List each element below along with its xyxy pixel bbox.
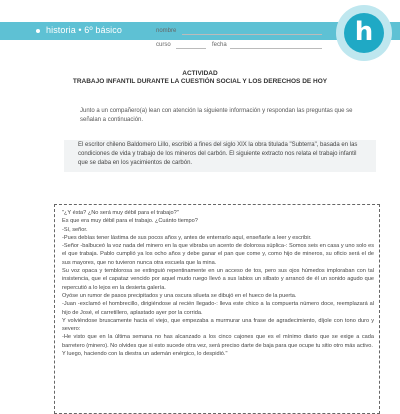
activity-title: ACTIVIDAD	[182, 70, 218, 77]
history-logo-icon	[344, 13, 384, 53]
nombre-field[interactable]	[182, 34, 322, 35]
intro-text: El escritor chileno Baldomero Lillo, escribió a fines del siglo XIX la obra titulada "Subterra", basada en las condiciones de vida y trabajo de los mineros del carbón. El siguiente extracto nos relata el trabajo infantil que se daba en los yacimientos de carbón.	[78, 142, 358, 166]
curso-field[interactable]	[176, 48, 206, 49]
nombre-label: nombre	[156, 28, 177, 34]
story-paragraph: Oyóse un rumor de pasos precipitados y una oscura silueta se dibujó en el hueco de la puerta.	[62, 292, 297, 299]
story-paragraph: -Sí, señor.	[62, 226, 88, 233]
story-paragraph: -Señor -balbuceó la voz nada del minero en la que vibraba un acento de dolorosa súplica-: Somos seis en casa y uno solo es el que trabaja. Pablo cumplió ya los ocho años y debe ganar el pan que come y, como hijo de mineros, su oficio será el de sus mayores, que no tuvieron nunca otra escuela que la mina.	[62, 243, 374, 266]
curso-label: curso	[156, 42, 171, 48]
story-paragraph: Y volviéndose bruscamente hacia el viejo, que empezaba a murmurar una frase de agradecimiento, díjole con tono duro y severo:	[62, 317, 374, 333]
story-paragraph: -Pues debías tener lástima de sus pocos años y, antes de enterrarlo aquí, enseñarle a leer y escribir.	[62, 234, 312, 241]
story-paragraph: Su voz opaca y temblorosa se extinguió repentinamente en un acceso de tos, pero sus ojos húmedos imploraban con tal insistencia, que el capataz vencido por aquel mudo ruego llevó a sus labios un silbato y arrancó de él un sonido agudo que repercutió a lo lejos en la desierta galería.	[62, 268, 374, 291]
story-paragraph: Y luego, haciendo con la diestra un ademán enérgico, lo despidió."	[62, 351, 228, 358]
story-paragraph: -He visto que en la última semana no has alcanzado a los cinco cajones que es el mínimo diario que se exige a cada barretero (minero). No olvides que si esto sucede otra vez, será preciso darte de baja para que ocupe tu sitio otro más activo.	[62, 334, 374, 349]
story-paragraph: -Juan -exclamó el hombrecillo, dirigiéndose al recién llegado-: lleva este chico a la compuerta número doce, reemplazará al hijo de José, el carretillero, aplastado ayer por la corrida.	[62, 301, 374, 316]
bullet-icon	[36, 29, 40, 33]
subject-label: historia • 6º básico	[46, 25, 122, 35]
logo-letter: h	[354, 17, 374, 47]
activity-subtitle: TRABAJO INFANTIL DURANTE LA CUESTIÓN SOCIAL Y LOS DERECHOS DE HOY	[72, 78, 328, 85]
story-excerpt	[62, 209, 374, 358]
story-paragraph: Es que era muy débil para el trabajo. ¿Cuánto tiempo?	[62, 218, 198, 225]
fecha-field[interactable]	[230, 48, 322, 49]
fecha-label: fecha	[212, 42, 227, 48]
instructions-text: Junto a un compañero(a) lean con atención la siguiente información y respondan las preguntas que se señalan a continuación.	[80, 108, 353, 123]
story-paragraph: "¿Y ésta? ¿No será muy débil para el trabajo?"	[62, 210, 179, 216]
